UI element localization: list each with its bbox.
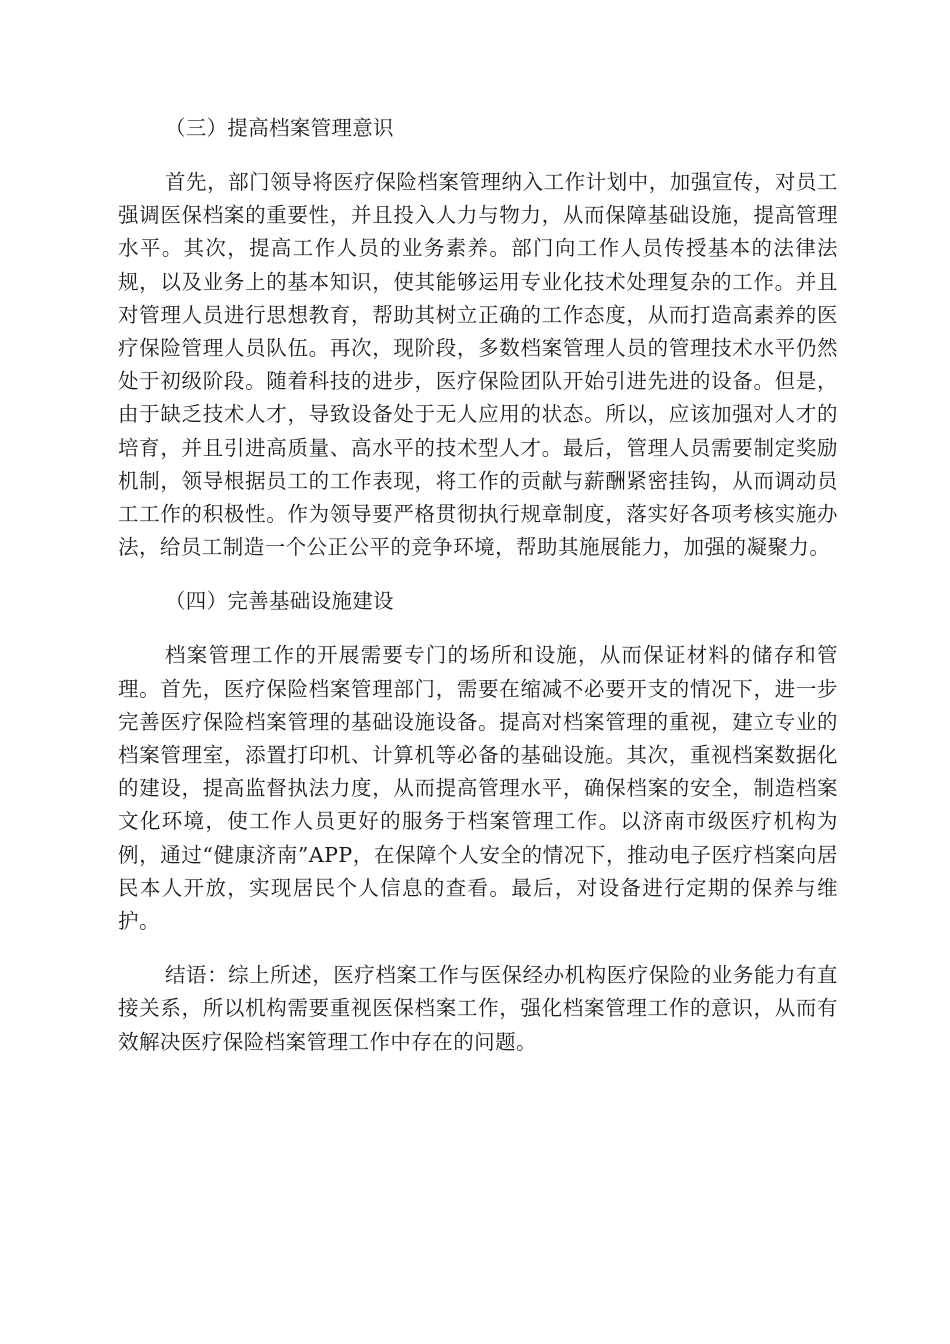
section-paragraph-4: 档案管理工作的开展需要专门的场所和设施，从而保证材料的储存和管理。首先，医疗保险档案管理部门，需要在缩减不必要开支的情况下，进一步完善医疗保险档案管理的基础设施设备。提高对档案管理的重视，建立专业的档案管理室，添置打印机、计算机等必备的基础设施。其次，重视档案数据化的建设，提高监督执法力度，从而提高管理水平，确保档案的安全，制造档案文化环境，使工作人员更好的服务于档案管理工作。以济南市级医疗机构为例，通过“健康济南”APP，在保障个人安全的情况下，推动电子医疗档案向居民本人开放，实现居民个人信息的查看。最后，对设备进行定期的保养与维护。 [118,643,838,934]
section-paragraph-3: 首先，部门领导将医疗保险档案管理纳入工作计划中，加强宣传，对员工强调医保档案的重要性，并且投入人力与物力，从而保障基础设施，提高管理水平。其次，提高工作人员的业务素养。部门向工作人员传授基本的法律法规，以及业务上的基本知识，使其能够运用专业化技术处理复杂的工作。并且对管理人员进行思想教育，帮助其树立正确的工作态度，从而打造高素养的医疗保险管理人员队伍。再次，现阶段，多数档案管理人员的管理技术水平仍然处于初级阶段。随着科技的进步，医疗保险团队开始引进先进的设备。但是，由于缺乏技术人才，导致设备处于无人应用的状态。所以，应该加强对人才的培育，并且引进高质量、高水平的技术型人才。最后，管理人员需要制定奖励机制，领导根据员工的工作表现，将工作的贡献与薪酬紧密挂钩，从而调动员工工作的积极性。作为领导要严格贯彻执行规章制度，落实好各项考核实施办法，给员工制造一个公正公平的竞争环境，帮助其施展能力，加强的凝聚力。 [118,170,838,560]
section-heading-4: （四）完善基础设施建设 [165,589,394,614]
document-page [118,112,838,1059]
conclusion-paragraph: 结语：综上所述，医疗档案工作与医保经办机构医疗保险的业务能力有直接关系，所以机构需要重视医保档案工作，强化档案管理工作的意识，从而有效解决医疗保险档案管理工作中存在的问题。 [118,963,838,1054]
section-heading-3: （三）提高档案管理意识 [165,116,394,140]
